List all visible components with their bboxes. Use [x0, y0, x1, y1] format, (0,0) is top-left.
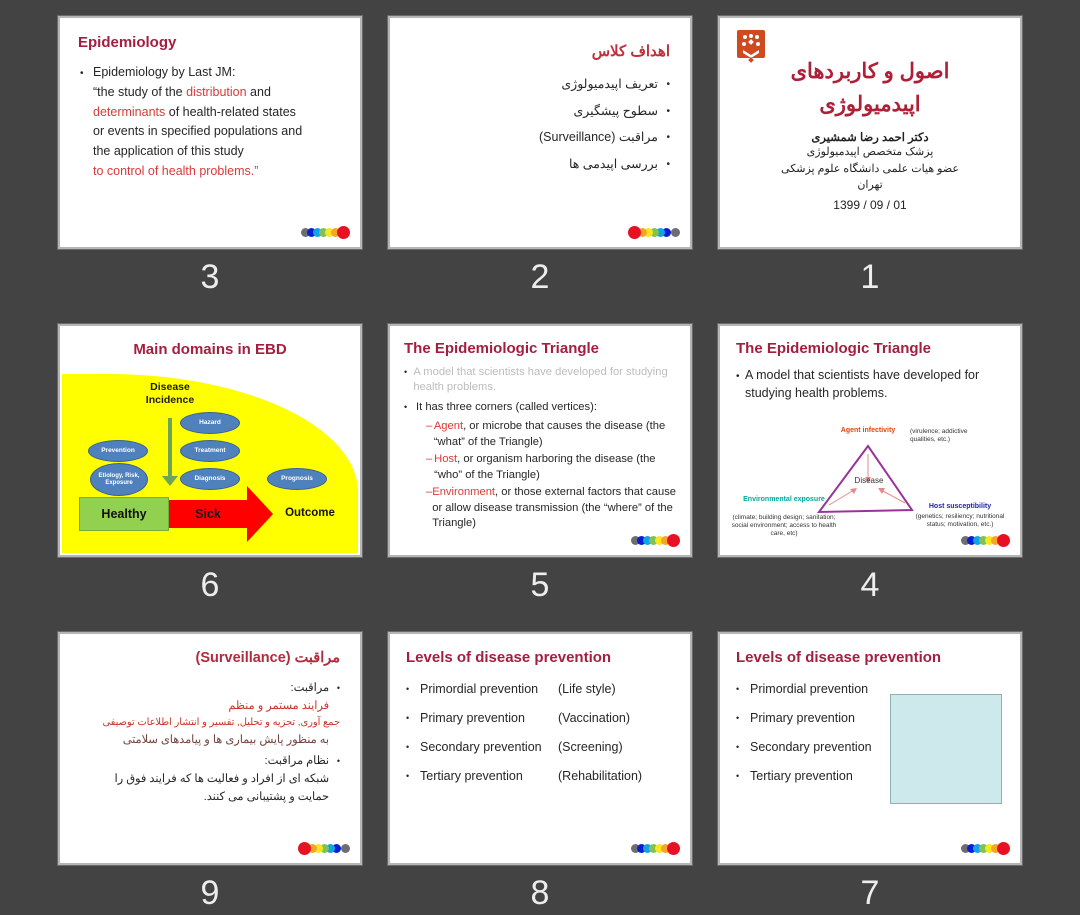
- brand-dots-icon: [631, 226, 680, 239]
- text-segment: [434, 419, 678, 450]
- deck-title-line2: اپیدمیولوژی: [819, 92, 921, 116]
- brand-dots-icon: [631, 534, 680, 547]
- list-item: [404, 76, 670, 94]
- slide2-title: اهداف کلاس: [591, 43, 670, 60]
- author-role: پزشک متخصص اپیدمیولوژی: [806, 146, 934, 159]
- dot-icon: [337, 226, 350, 239]
- list-item: [404, 129, 670, 147]
- slide-number-1: 1: [860, 258, 880, 296]
- text-segment: “the study of the: [93, 84, 187, 99]
- bullet-icon: •: [736, 371, 740, 382]
- slide2-objectives: [404, 76, 670, 173]
- brand-dots-icon: [961, 534, 1010, 547]
- text-segment: the application of this study: [93, 144, 244, 158]
- bullet-icon: •: [666, 158, 670, 170]
- bullet-icon: •: [336, 755, 340, 766]
- slide4-title: The Epidemiologic Triangle: [736, 340, 932, 357]
- bullet-icon: •: [404, 367, 408, 377]
- objective-text: سطوح پیشگیری: [573, 103, 658, 118]
- slide6-title: Main domains in EBD: [133, 341, 287, 358]
- level-example: (Life style): [558, 682, 616, 696]
- keyword: Host: [434, 453, 458, 466]
- text-segment: to control of health problems.”: [93, 163, 259, 178]
- level-label: Tertiary prevention: [750, 769, 853, 783]
- bullet-icon: •: [666, 105, 670, 117]
- level-label: Primordial prevention: [750, 682, 869, 696]
- diagnosis-ellipse: Diagnosis: [180, 468, 240, 490]
- slide-number-6: 6: [200, 566, 220, 604]
- cell-slide-6: [58, 324, 362, 605]
- objective-text: مراقبت (Surveillance): [539, 130, 658, 144]
- slide-number-3: 3: [200, 258, 220, 296]
- keyword: Agent: [433, 420, 464, 433]
- slide7-title: Levels of disease prevention: [736, 649, 942, 666]
- author-affiliation: عضو هیات علمی دانشگاه علوم پزشکی: [781, 162, 959, 175]
- cell-slide-1: [718, 16, 1022, 297]
- disease-incidence-label: Disease Incidence: [145, 381, 195, 407]
- level-label: Primary prevention: [420, 711, 525, 725]
- environment-note: (climate; building design; sanitation; social environment; access to health care, etc): [731, 514, 837, 537]
- host-vertex-label: Host susceptibility: [928, 503, 992, 510]
- text-segment: , or those external factors that cause or allow disease transmission (the “where” of the Triangle): [432, 486, 677, 530]
- sub-bullet-host: [426, 452, 678, 483]
- text-segment: and: [246, 84, 271, 99]
- bullet-icon: •: [666, 132, 670, 143]
- host-note: (genetics; resiliency; nutritional status; motivation, etc.): [915, 513, 1005, 528]
- slide9-body: [74, 679, 340, 806]
- bullet-icon: •: [336, 683, 340, 693]
- prevention-levels-list: [406, 682, 678, 783]
- cell-slide-2: [388, 16, 692, 297]
- surveillance-system-line1: شبکه ای از افراد و فعالیت ها که فرایند فوق را: [114, 772, 329, 785]
- prevention-ellipse: Prevention: [88, 440, 148, 462]
- text-segment: or events in specified populations and: [93, 124, 303, 139]
- list-item: [406, 740, 678, 754]
- level-example: (Vaccination): [558, 711, 631, 725]
- dot-icon: [997, 534, 1010, 547]
- text-segment: It has three corners (called vertices):: [416, 400, 597, 413]
- deck-title: [720, 56, 1020, 121]
- slide-thumbnail-9[interactable]: [58, 632, 362, 865]
- brand-dots-icon: [961, 842, 1010, 855]
- university-logo-icon: [736, 30, 766, 64]
- slide8-title: Levels of disease prevention: [406, 649, 612, 666]
- dash-icon: –: [426, 453, 433, 466]
- slide-thumbnail-5[interactable]: [388, 324, 692, 557]
- brand-dots-icon: [631, 842, 680, 855]
- level-label: Tertiary prevention: [420, 769, 523, 783]
- text-segment: Epidemiology by Last JM:: [93, 65, 236, 79]
- level-label: Primary prevention: [750, 711, 855, 725]
- slide-thumbnail-4[interactable]: [718, 324, 1022, 557]
- sick-arrow: Sick: [169, 500, 247, 528]
- slide-number-9: 9: [200, 874, 220, 912]
- slide-number-7: 7: [860, 874, 880, 912]
- bullet-icon: •: [736, 771, 740, 781]
- dot-icon: [671, 228, 680, 237]
- cell-slide-4: [718, 324, 1022, 605]
- brand-dots-icon: [301, 226, 350, 239]
- level-label: Primordial prevention: [420, 682, 539, 696]
- text-segment: of health-related states: [165, 104, 296, 119]
- dot-icon: [997, 842, 1010, 855]
- text-segment: نظام مراقبت:: [264, 754, 329, 767]
- list-item: [404, 103, 670, 121]
- bullet-icon: •: [406, 742, 410, 752]
- surveillance-definition-red: فرایند مستمر و منظم: [228, 700, 329, 713]
- agent-note: (virulence; addictive qualities, etc.): [910, 428, 968, 443]
- list-item: [404, 156, 670, 174]
- bullet-item: [74, 679, 340, 697]
- objective-text: تعریف اپیدمیولوژی: [561, 77, 658, 91]
- bullet-icon: •: [406, 771, 410, 781]
- down-arrowhead-icon: [162, 476, 178, 486]
- presentation-date: 1399 / 09 / 01: [833, 197, 907, 212]
- down-arrow-icon: [168, 418, 172, 476]
- text-segment: [434, 452, 678, 483]
- dot-icon: [341, 844, 350, 853]
- slide-thumbnail-3[interactable]: [58, 16, 362, 249]
- cell-slide-3: [58, 16, 362, 297]
- slide-number-2: 2: [530, 258, 550, 296]
- level-example: (Screening): [558, 740, 623, 754]
- text-segment: , or organism harboring the disease (the “who” of the Triangle): [434, 453, 656, 481]
- prognosis-ellipse: Prognosis: [267, 468, 327, 490]
- slide5-title: The Epidemiologic Triangle: [404, 340, 600, 357]
- sick-arrowhead-icon: [247, 486, 273, 542]
- cell-slide-9: [58, 632, 362, 913]
- objective-text: بررسی اپیدمی ها: [568, 156, 658, 171]
- hazard-ellipse: Hazard: [180, 412, 240, 434]
- level-label: Secondary prevention: [750, 740, 872, 754]
- slide-thumbnail-8[interactable]: [388, 632, 692, 865]
- slide-thumbnail-6[interactable]: [58, 324, 362, 557]
- cell-slide-5: [388, 324, 692, 605]
- text-segment: A model that scientists have developed for studying health problems.: [745, 368, 980, 400]
- level-label: Secondary prevention: [420, 740, 542, 754]
- healthy-box: Healthy: [79, 497, 169, 531]
- dash-icon: –: [426, 420, 433, 433]
- keyword: Environment: [432, 486, 496, 499]
- slide-number-4: 4: [860, 566, 880, 604]
- treatment-ellipse: Treatment: [180, 440, 240, 462]
- outcome-label: Outcome: [285, 507, 335, 519]
- text-segment: determinants: [93, 104, 166, 119]
- slide-thumbnail-1[interactable]: [718, 16, 1022, 249]
- dimmed-bullet: [404, 365, 678, 396]
- bullet-icon: •: [736, 713, 740, 723]
- sub-bullet-environment: [426, 485, 678, 531]
- list-item: [406, 711, 678, 725]
- etiology-ellipse: Etiology, Risk, Exposure: [90, 463, 148, 496]
- bullet-icon: •: [736, 684, 740, 694]
- bullet-icon: •: [80, 68, 84, 79]
- dot-icon: [628, 226, 641, 239]
- dash-icon: –: [426, 486, 433, 499]
- cell-slide-7: [718, 632, 1022, 913]
- level-example: (Rehabilitation): [558, 769, 643, 783]
- dot-icon: [667, 842, 680, 855]
- surveillance-system-line2: حمایت و پشتیبانی می کنند.: [203, 790, 329, 803]
- disease-center-label: Disease: [854, 476, 884, 485]
- slide-number-8: 8: [530, 874, 550, 912]
- author-city: تهران: [857, 179, 883, 192]
- slide-number-5: 5: [530, 566, 550, 604]
- bullet-icon: •: [736, 742, 740, 752]
- sub-bullet-agent: [426, 419, 678, 450]
- slide-thumbnail-2[interactable]: [388, 16, 692, 249]
- bullet-item: [74, 752, 340, 770]
- text-segment: distribution: [186, 84, 247, 99]
- bullet-icon: •: [406, 684, 410, 694]
- bullet-item: [404, 400, 678, 415]
- list-item: [406, 682, 678, 696]
- deck-title-line1: اصول و کاربردهای: [790, 60, 950, 83]
- slide3-title: Epidemiology: [78, 34, 177, 51]
- text-segment: مراقبت:: [290, 682, 329, 694]
- slide3-body: [60, 51, 360, 182]
- brand-dots-icon: [301, 842, 350, 855]
- dot-icon: [667, 534, 680, 547]
- bullet-icon: •: [404, 401, 408, 412]
- text-segment: [432, 485, 678, 531]
- agent-vertex-label: Agent infectivity: [840, 427, 896, 434]
- slide5-body: [404, 365, 678, 532]
- list-item: [406, 769, 678, 783]
- bullet-icon: •: [406, 713, 410, 723]
- bullet-icon: •: [666, 79, 670, 90]
- surveillance-purpose: به منظور پایش بیماری ها و پیامدهای سلامتی: [122, 733, 329, 746]
- placeholder-image-box: [890, 694, 1002, 804]
- cell-slide-8: [388, 632, 692, 913]
- slide9-title: مراقبت (Surveillance): [195, 650, 340, 666]
- surveillance-definition-detail: جمع آوری, تجزیه و تحلیل, تفسیر و انتشار اطلاعات توصیفی: [102, 717, 340, 729]
- environment-vertex-label: Environmental exposure: [743, 496, 825, 503]
- text-segment: A model that scientists have developed for studying health problems.: [413, 366, 668, 394]
- author-name: دکتر احمد رضا شمشیری: [811, 132, 929, 145]
- slide3-definition: [93, 63, 302, 182]
- dot-icon: [298, 842, 311, 855]
- text-segment: , or microbe that causes the disease (the “what” of the Triangle): [433, 420, 666, 448]
- slide-thumbnail-7[interactable]: [718, 632, 1022, 865]
